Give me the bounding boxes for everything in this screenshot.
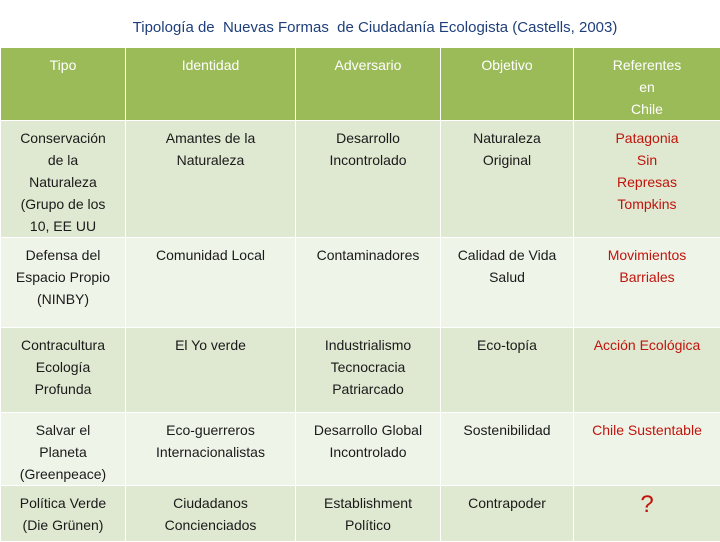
cell-line: Desarrollo <box>300 127 436 149</box>
cell-line: (Greenpeace) <box>5 463 121 485</box>
cell-line: Ciudadanos <box>130 492 291 514</box>
cell-line: El Yo verde <box>130 334 291 356</box>
cell-objetivo <box>441 121 574 238</box>
cell-line: Tecnocracia <box>300 356 436 378</box>
cell-referentes <box>574 121 720 238</box>
cell-adversario <box>296 238 441 328</box>
table-row <box>1 328 720 413</box>
cell-adversario <box>296 328 441 413</box>
cell-line: Movimientos <box>578 244 716 266</box>
cell-referentes <box>574 413 720 486</box>
cell-identidad <box>126 121 296 238</box>
cell-line: Planeta <box>5 441 121 463</box>
header-identidad: Identidad <box>126 48 296 121</box>
header-tipo: Tipo <box>1 48 126 121</box>
cell-referentes <box>574 486 720 542</box>
cell-objetivo <box>441 328 574 413</box>
cell-line: Concienciados <box>130 514 291 536</box>
cell-line: Defensa del <box>5 244 121 266</box>
cell-line: Contrapoder <box>445 492 569 514</box>
cell-line: Incontrolado <box>300 149 436 171</box>
cell-line: Eco-topía <box>445 334 569 356</box>
cell-tipo <box>1 486 126 542</box>
cell-line: Contaminadores <box>300 244 436 266</box>
cell-line: Internacionalistas <box>130 441 291 463</box>
table-row <box>1 413 720 486</box>
cell-line: Sin <box>578 149 716 171</box>
header-referentes-line: Referentes <box>578 54 716 76</box>
cell-line: (Die Grünen) <box>5 514 121 536</box>
cell-line: Represas <box>578 171 716 193</box>
header-adversario: Adversario <box>296 48 441 121</box>
cell-line: Amantes de la <box>130 127 291 149</box>
cell-line: Ecología <box>5 356 121 378</box>
cell-line: Político <box>300 514 436 536</box>
cell-line: Espacio Propio <box>5 266 121 288</box>
typology-table <box>0 47 720 542</box>
cell-line: Contracultura <box>5 334 121 356</box>
cell-adversario <box>296 413 441 486</box>
cell-line: Patriarcado <box>300 378 436 400</box>
cell-line: Profunda <box>5 378 121 400</box>
cell-adversario <box>296 121 441 238</box>
header-referentes-line: Chile <box>578 98 716 120</box>
cell-line: Patagonia <box>578 127 716 149</box>
table-row <box>1 121 720 238</box>
cell-tipo <box>1 121 126 238</box>
page-title: Tipología de Nuevas Formas de Ciudadanía Ecologista (Castells, 2003) <box>0 19 720 36</box>
header-objetivo: Objetivo <box>441 48 574 121</box>
cell-objetivo <box>441 238 574 328</box>
cell-tipo <box>1 328 126 413</box>
cell-line: Conservación <box>5 127 121 149</box>
cell-identidad <box>126 486 296 542</box>
cell-line: Industrialismo <box>300 334 436 356</box>
cell-tipo <box>1 413 126 486</box>
cell-referentes <box>574 238 720 328</box>
cell-line: Establishment <box>300 492 436 514</box>
cell-line: Original <box>445 149 569 171</box>
cell-referentes <box>574 328 720 413</box>
cell-line: Naturaleza <box>445 127 569 149</box>
cell-line: Incontrolado <box>300 441 436 463</box>
cell-objetivo <box>441 413 574 486</box>
cell-line: Sostenibilidad <box>445 419 569 441</box>
cell-objetivo <box>441 486 574 542</box>
cell-line: Barriales <box>578 266 716 288</box>
cell-line: 10, EE UU <box>5 215 121 237</box>
cell-identidad <box>126 328 296 413</box>
cell-line: (NINBY) <box>5 288 121 310</box>
cell-line: Chile Sustentable <box>578 419 716 441</box>
cell-line: de la <box>5 149 121 171</box>
question-mark: ? <box>578 494 716 516</box>
header-row <box>1 48 720 121</box>
cell-tipo <box>1 238 126 328</box>
cell-line: Naturaleza <box>5 171 121 193</box>
cell-line: Acción Ecológica <box>578 334 716 356</box>
table-row <box>1 238 720 328</box>
header-referentes <box>574 48 720 121</box>
cell-line: Desarrollo Global <box>300 419 436 441</box>
cell-line: (Grupo de los <box>5 193 121 215</box>
header-referentes-line: en <box>578 76 716 98</box>
cell-adversario <box>296 486 441 542</box>
cell-identidad <box>126 238 296 328</box>
cell-identidad <box>126 413 296 486</box>
cell-line: Eco-guerreros <box>130 419 291 441</box>
cell-line: Comunidad Local <box>130 244 291 266</box>
cell-line: Calidad de Vida <box>445 244 569 266</box>
cell-line: Salud <box>445 266 569 288</box>
cell-line: Política Verde <box>5 492 121 514</box>
cell-line: Tompkins <box>578 193 716 215</box>
cell-line: Naturaleza <box>130 149 291 171</box>
cell-line: Salvar el <box>5 419 121 441</box>
table-row <box>1 486 720 542</box>
